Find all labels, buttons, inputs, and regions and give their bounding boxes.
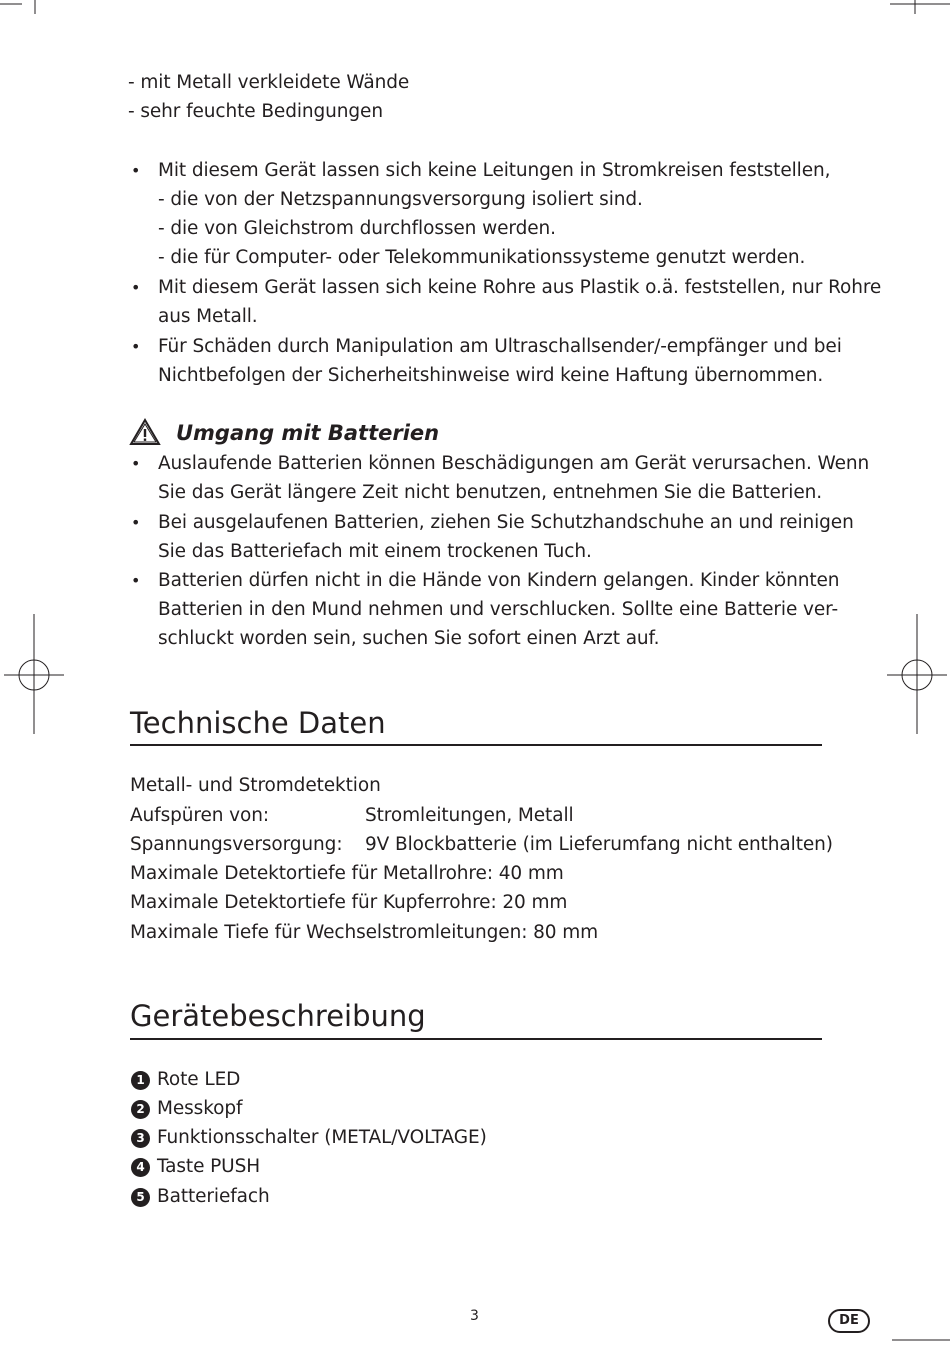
tech-line: Maximale Detektortiefe für Kupferrohre: 20 mm — [130, 892, 568, 913]
text-line: - sehr feuchte Bedingungen — [128, 101, 383, 122]
list-item-line: Sie das Batteriefach mit einem trockenen Tuch. — [158, 541, 592, 562]
list-item: Messkopf — [157, 1098, 243, 1119]
bullet-marker: • — [131, 337, 141, 356]
bullet-marker: • — [131, 161, 141, 180]
list-item-line: Bei ausgelaufenen Batterien, ziehen Sie Schutzhandschuhe an und reinigen — [158, 512, 854, 533]
registration-mark-left — [4, 614, 64, 734]
battery-section-title: Umgang mit Batterien — [176, 421, 440, 445]
tech-label: Aufspüren von: — [130, 805, 270, 826]
section-divider — [130, 1038, 822, 1040]
tech-line: Maximale Detektortiefe für Metallrohre: 40 mm — [130, 863, 564, 884]
list-item-line: - die von der Netzspannungsversorgung isoliert sind. — [158, 189, 643, 210]
page-number: 3 — [470, 1308, 479, 1324]
number-badge-icon: 1 — [131, 1071, 150, 1090]
tech-line: Maximale Tiefe für Wechselstromleitungen: 80 mm — [130, 922, 599, 943]
list-item-line: Batterien in den Mund nehmen und verschlucken. Sollte eine Batterie ver- — [158, 599, 839, 620]
list-item-line: Mit diesem Gerät lassen sich keine Rohre aus Plastik o.ä. feststellen, nur Rohre — [158, 277, 882, 298]
list-item-line: - die für Computer- oder Telekommunikationssysteme genutzt werden. — [158, 247, 806, 268]
warning-triangle-icon — [129, 418, 161, 446]
number-badge-icon: 2 — [131, 1100, 150, 1119]
number-badge-icon: 3 — [131, 1129, 150, 1148]
bullet-marker: • — [131, 278, 141, 297]
bullet-marker: • — [131, 513, 141, 532]
section-title-technical-data: Technische Daten — [130, 706, 386, 740]
list-item-line: Nichtbefolgen der Sicherheitshinweise wird keine Haftung übernommen. — [158, 365, 824, 386]
bullet-marker: • — [131, 454, 141, 473]
list-item: Taste PUSH — [157, 1156, 261, 1177]
list-item-line: Batterien dürfen nicht in die Hände von Kindern gelangen. Kinder könnten — [158, 570, 840, 591]
list-item: Funktionsschalter (METAL/VOLTAGE) — [157, 1127, 487, 1148]
tech-value: 9V Blockbatterie (im Lieferumfang nicht enthalten) — [365, 834, 833, 855]
list-item-line: schluckt worden sein, suchen Sie sofort einen Arzt auf. — [158, 628, 660, 649]
language-badge: DE — [828, 1309, 870, 1333]
number-badge-icon: 5 — [131, 1188, 150, 1207]
list-item-line: Für Schäden durch Manipulation am Ultraschallsender/-empfänger und bei — [158, 336, 842, 357]
tech-label: Spannungsversorgung: — [130, 834, 343, 855]
list-item-line: Sie das Gerät längere Zeit nicht benutzen, entnehmen Sie die Batterien. — [158, 482, 823, 503]
tech-intro: Metall- und Stromdetektion — [130, 775, 381, 796]
number-badge-icon: 4 — [131, 1158, 150, 1177]
list-item-line: Auslaufende Batterien können Beschädigungen am Gerät verursachen. Wenn — [158, 453, 870, 474]
tech-value: Stromleitungen, Metall — [365, 805, 574, 826]
section-divider — [130, 744, 822, 746]
list-item-line: Mit diesem Gerät lassen sich keine Leitungen in Stromkreisen feststellen, — [158, 160, 831, 181]
list-item-line: aus Metall. — [158, 306, 258, 327]
list-item-line: - die von Gleichstrom durchflossen werden. — [158, 218, 556, 239]
section-title-device-description: Gerätebeschreibung — [130, 999, 426, 1033]
list-item: Rote LED — [157, 1069, 241, 1090]
text-line: - mit Metall verkleidete Wände — [128, 72, 410, 93]
bullet-marker: • — [131, 571, 141, 590]
list-item: Batteriefach — [157, 1186, 270, 1207]
registration-mark-right — [887, 614, 947, 734]
